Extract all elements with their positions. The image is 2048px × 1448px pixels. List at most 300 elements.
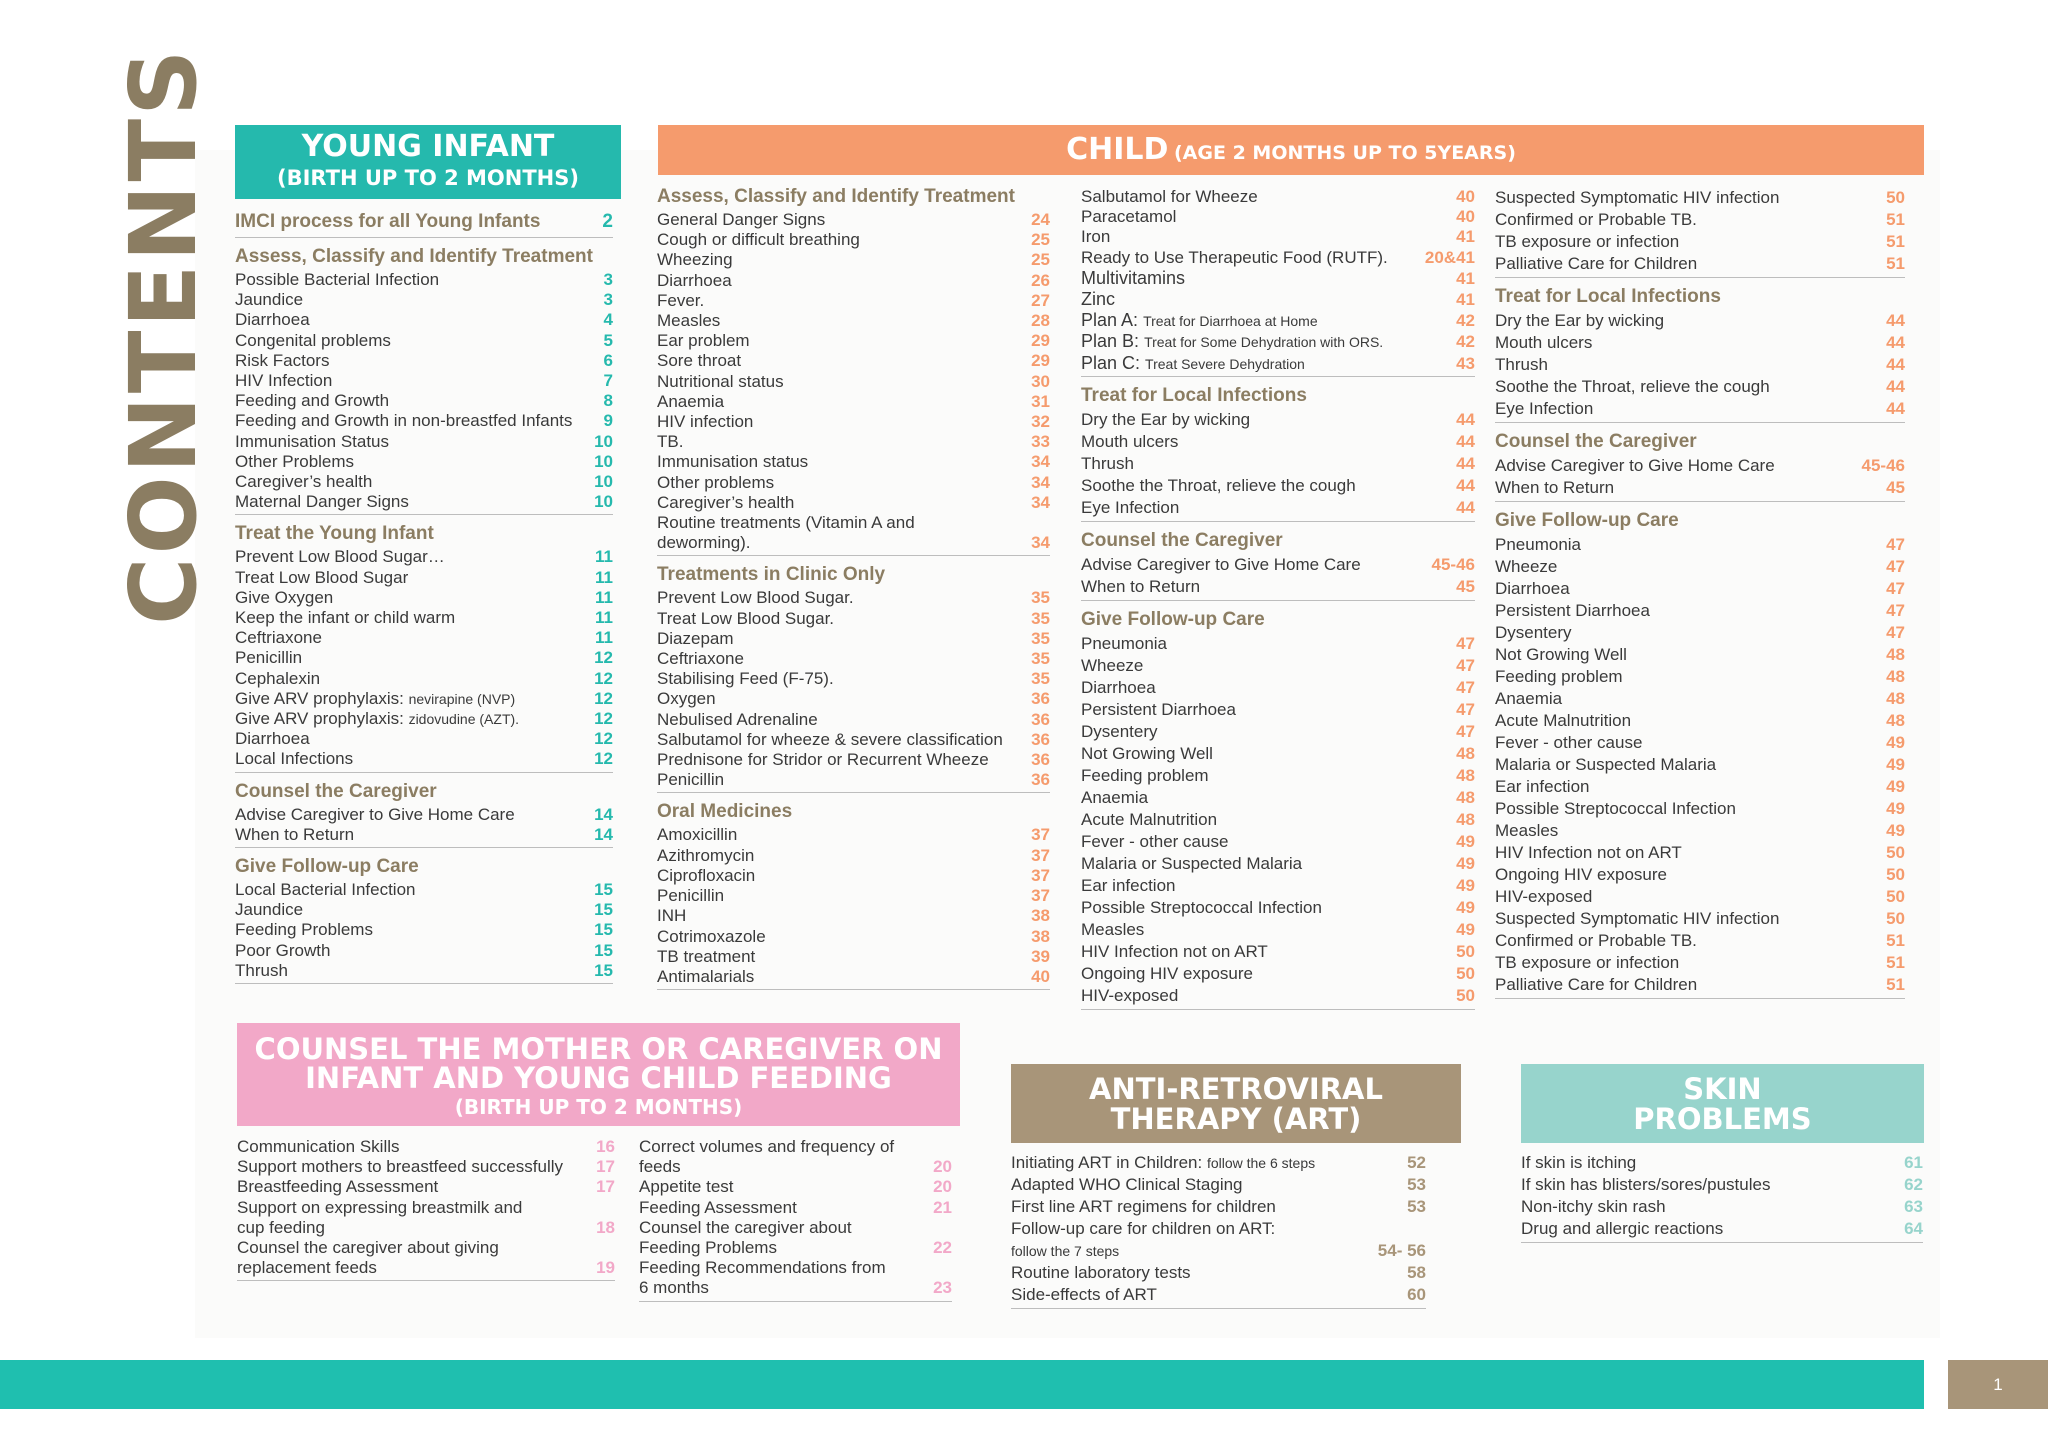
entry-page-number: 15 xyxy=(594,900,613,920)
entry-page-number: 49 xyxy=(1886,733,1905,752)
entry-page-number: 42 xyxy=(1456,332,1475,352)
entry-page-number: 35 xyxy=(1031,588,1050,608)
entry-label-text: Treat Low Blood Sugar xyxy=(235,567,409,587)
section-heading: Oral Medicines xyxy=(657,801,793,823)
entry-label xyxy=(1011,1218,1275,1240)
entry-page-number: 28 xyxy=(1031,311,1050,331)
entry-label xyxy=(235,628,322,648)
contents-entry xyxy=(639,1258,952,1278)
entry-label xyxy=(1011,1284,1157,1306)
entry-page-number: 15 xyxy=(594,880,613,900)
entry-label xyxy=(235,669,320,689)
entry-label xyxy=(1011,1240,1119,1262)
entry-label-text: Ready to Use Therapeutic Food (RUTF). xyxy=(1081,247,1388,267)
entry-page-number: 47 xyxy=(1456,633,1475,653)
entry-label xyxy=(657,311,720,331)
contents-entry xyxy=(1081,699,1475,721)
entry-label xyxy=(1081,353,1305,374)
contents-entry xyxy=(235,331,613,351)
contents-entry xyxy=(237,1157,615,1177)
entry-label-text: INH xyxy=(657,906,687,926)
entry-label-text: Stabilising Feed (F-75). xyxy=(657,669,834,689)
entry-label xyxy=(237,1218,325,1238)
entry-label-text: Feeding problem xyxy=(1081,765,1209,785)
entry-label-text: Penicillin xyxy=(235,648,303,668)
entry-label xyxy=(235,391,389,411)
entry-page-number: 9 xyxy=(603,411,613,431)
contents-section xyxy=(235,854,613,984)
contents-entry xyxy=(657,533,1050,553)
entry-page-number: 49 xyxy=(1886,799,1905,818)
entry-label xyxy=(1081,431,1178,453)
imci-entry xyxy=(235,209,613,238)
entry-label-text: Nutritional status xyxy=(657,371,784,391)
entry-label-text: Feeding Recommendations from xyxy=(639,1258,886,1278)
entry-label-text: Acute Malnutrition xyxy=(1081,809,1218,829)
entry-label xyxy=(1495,310,1664,332)
child-header xyxy=(658,125,1924,175)
entry-label-text: Caregiver’s health xyxy=(235,472,373,492)
contents-entry xyxy=(639,1238,952,1258)
entry-page-number: 41 xyxy=(1456,268,1475,288)
entry-label-text: Breastfeeding Assessment xyxy=(237,1177,439,1197)
entry-label-text: deworming). xyxy=(657,533,751,553)
contents-entry xyxy=(1081,248,1475,268)
contents-entry xyxy=(657,866,1050,886)
entry-label-text: Feeding Problems xyxy=(235,920,373,940)
section-heading: Assess, Classify and Identify Treatment xyxy=(235,246,593,267)
entry-label xyxy=(657,473,774,493)
entry-label xyxy=(235,825,354,845)
entry-page-number: 12 xyxy=(594,668,613,688)
entry-label-text: Diarrhoea xyxy=(657,270,732,290)
contents-entry xyxy=(1495,187,1905,209)
entry-label-text: Wheezing xyxy=(657,250,733,270)
entry-page-number: 12 xyxy=(594,749,613,769)
entry-label-text: HIV Infection xyxy=(235,371,333,391)
entry-page-number: 45 xyxy=(1886,478,1905,497)
entry-label xyxy=(1081,655,1143,677)
contents-entry xyxy=(1495,209,1905,231)
entry-label xyxy=(237,1198,522,1218)
entry-label xyxy=(657,513,915,533)
entry-page-number: 35 xyxy=(1031,608,1050,628)
entry-label-text: Zinc xyxy=(1081,289,1116,310)
entry-label-text: Dry the Ear by wicking xyxy=(1495,311,1665,330)
entry-label xyxy=(1011,1152,1315,1174)
entry-label-text: HIV Infection not on ART xyxy=(1081,941,1268,961)
entry-label xyxy=(1495,886,1592,908)
contents-entry xyxy=(657,730,1050,750)
entry-label xyxy=(1081,310,1318,331)
entry-page-number: 33 xyxy=(1031,432,1050,452)
entry-label-text: Support on expressing breastmilk and xyxy=(237,1197,523,1217)
section-heading: Counsel the Caregiver xyxy=(1081,529,1283,551)
contents-entry xyxy=(657,825,1050,845)
entry-page-number: 19 xyxy=(596,1258,615,1278)
contents-entry xyxy=(1011,1262,1426,1284)
contents-entry xyxy=(235,941,613,961)
entry-label xyxy=(235,729,310,749)
entry-label-text: General Danger Signs xyxy=(657,210,826,229)
entry-label xyxy=(657,351,741,371)
contents-entry xyxy=(1521,1174,1923,1196)
entry-page-number: 51 xyxy=(1886,254,1905,273)
contents-entry xyxy=(657,210,1050,230)
entry-page-number: 49 xyxy=(1886,821,1905,840)
entry-label-text: Amoxicillin xyxy=(657,825,738,845)
contents-entry xyxy=(235,729,613,749)
entry-page-number: 11 xyxy=(595,628,613,648)
entry-label xyxy=(657,629,734,649)
contents-entry xyxy=(1521,1218,1923,1240)
entry-page-number: 45 xyxy=(1456,576,1475,596)
entry-page-number: 50 xyxy=(1886,909,1905,928)
entry-label-text: Support mothers to breastfeed successfully xyxy=(237,1157,563,1177)
entry-label-text: Adapted WHO Clinical Staging xyxy=(1011,1175,1243,1194)
entry-label xyxy=(1081,289,1115,309)
contents-entry xyxy=(235,648,613,668)
entry-label xyxy=(1495,974,1697,996)
entry-page-number: 40 xyxy=(1031,966,1050,986)
entry-page-number: 48 xyxy=(1886,645,1905,664)
contents-entry xyxy=(1495,600,1905,622)
contents-entry xyxy=(235,391,613,411)
entry-label xyxy=(1495,332,1592,354)
entry-label xyxy=(1081,633,1167,655)
entry-page-number: 60 xyxy=(1407,1285,1426,1304)
entry-label-text: Communication Skills xyxy=(237,1137,400,1156)
entry-page-number: 14 xyxy=(594,824,613,844)
entry-label xyxy=(1081,875,1176,897)
contents-entry xyxy=(657,250,1050,270)
entry-label xyxy=(1521,1174,1770,1196)
entry-page-number: 15 xyxy=(594,960,613,980)
entry-label xyxy=(657,331,750,351)
skin-contents-list xyxy=(1521,1152,1923,1243)
entry-label-text: Follow-up care for children on ART: xyxy=(1011,1219,1276,1238)
entry-label-text: Feeding and Growth in non-breastfed Infants xyxy=(235,411,573,431)
entry-label xyxy=(1495,354,1548,376)
entry-label-text: Immunisation Status xyxy=(235,431,390,451)
entry-label xyxy=(1081,576,1200,598)
entry-label xyxy=(235,411,572,431)
entry-label-text: Cephalexin xyxy=(235,668,321,688)
contents-entry xyxy=(1081,497,1475,519)
entry-label-text: feeds xyxy=(639,1157,681,1177)
entry-label-text: Give ARV prophylaxis: xyxy=(235,709,404,729)
contents-entry xyxy=(657,846,1050,866)
counsel-feeding-subtitle: (BIRTH UP TO 2 MONTHS) xyxy=(454,1095,743,1119)
entry-label xyxy=(1495,842,1682,864)
contents-entry xyxy=(1495,253,1905,275)
entry-page-number: 48 xyxy=(1456,809,1475,829)
entry-label xyxy=(657,967,754,987)
art-contents-list xyxy=(1011,1152,1426,1309)
entry-page-number: 50 xyxy=(1456,985,1475,1005)
entry-page-number: 34 xyxy=(1031,472,1050,492)
entry-label-text: Feeding and Growth xyxy=(235,391,390,411)
contents-entry xyxy=(1081,453,1475,475)
entry-label-text: Other Problems xyxy=(235,451,355,471)
contents-entry xyxy=(1081,207,1475,227)
young-infant-title: YOUNG INFANT xyxy=(301,129,555,164)
entry-label xyxy=(657,250,733,270)
contents-entry xyxy=(235,371,613,391)
entry-page-number: 49 xyxy=(1456,853,1475,873)
contents-entry xyxy=(1521,1152,1923,1174)
contents-entry xyxy=(639,1198,952,1218)
entry-label-detail: nevirapine (NVP) xyxy=(408,690,516,707)
entry-label xyxy=(1081,331,1383,352)
entry-label xyxy=(1495,820,1558,842)
entry-label-text: Not Growing Well xyxy=(1495,645,1627,664)
entry-page-number: 41 xyxy=(1456,290,1475,310)
entry-page-number: 62 xyxy=(1904,1175,1923,1194)
entry-label-text: Appetite test xyxy=(639,1177,734,1197)
entry-label xyxy=(237,1177,438,1197)
entry-label-text: Non-itchy skin rash xyxy=(1521,1197,1666,1216)
entry-label-text: Persistent Diarrhoea xyxy=(1495,601,1650,620)
contents-entry xyxy=(1081,409,1475,431)
entry-label-text: Poor Growth xyxy=(235,940,331,960)
entry-label-text: Measles xyxy=(1495,821,1559,840)
contents-list xyxy=(1495,187,1905,278)
entry-label-text: Soothe the Throat, relieve the cough xyxy=(1081,475,1356,495)
entry-label-text: Advise Caregiver to Give Home Care xyxy=(1081,554,1361,574)
entry-label-text: Eye Infection xyxy=(1081,497,1180,517)
entry-page-number: 50 xyxy=(1456,963,1475,983)
contents-entry xyxy=(1495,477,1905,499)
entry-page-number: 29 xyxy=(1031,331,1050,351)
entry-page-number: 50 xyxy=(1886,865,1905,884)
entry-label xyxy=(657,372,784,392)
entry-page-number: 30 xyxy=(1031,371,1050,391)
entry-label-text: Not Growing Well xyxy=(1081,743,1213,763)
contents-entry xyxy=(657,271,1050,291)
entry-page-number: 23 xyxy=(933,1278,952,1298)
entry-label xyxy=(1495,209,1697,231)
entry-label-text: Give ARV prophylaxis: xyxy=(235,688,404,708)
entry-label-text: Oxygen xyxy=(657,689,716,709)
contents-entry xyxy=(235,310,613,330)
entry-page-number: 47 xyxy=(1886,535,1905,554)
entry-label xyxy=(639,1258,886,1278)
entry-label xyxy=(235,351,329,371)
entry-label xyxy=(639,1137,894,1157)
entry-label-text: When to Return xyxy=(235,824,355,844)
contents-entry xyxy=(1081,765,1475,787)
entry-label xyxy=(657,947,755,967)
entry-label-text: First line ART regimens for children xyxy=(1011,1197,1276,1216)
entry-page-number: 29 xyxy=(1031,351,1050,371)
entry-label-text: 6 months xyxy=(639,1278,709,1298)
entry-label xyxy=(1081,409,1250,431)
contents-entry xyxy=(657,967,1050,987)
contents-entry xyxy=(1081,875,1475,897)
entry-label-text: Penicillin xyxy=(657,770,725,790)
entry-label-text: Wheeze xyxy=(1081,655,1144,675)
contents-entry xyxy=(1081,227,1475,247)
contents-list xyxy=(237,1137,615,1281)
contents-entry xyxy=(639,1278,952,1298)
contents-entry xyxy=(657,473,1050,493)
entry-page-number: 44 xyxy=(1886,311,1905,330)
entry-label xyxy=(657,412,753,432)
entry-label-text: Local Bacterial Infection xyxy=(235,880,416,900)
contents-entry xyxy=(235,452,613,472)
entry-label-text: Correct volumes and frequency of xyxy=(639,1137,895,1156)
entry-page-number: 22 xyxy=(933,1238,952,1258)
entry-label xyxy=(657,230,860,250)
entry-label-text: Plan B: xyxy=(1081,331,1140,352)
entry-page-number: 5 xyxy=(603,330,613,350)
entry-page-number: 15 xyxy=(594,940,613,960)
entry-label xyxy=(235,689,515,709)
entry-label-text: cup feeding xyxy=(237,1217,325,1237)
contents-entry xyxy=(1495,666,1905,688)
contents-entry xyxy=(657,291,1050,311)
entry-label xyxy=(1081,985,1178,1007)
skin-title-line1: SKIN xyxy=(1683,1072,1762,1106)
entry-page-number: 36 xyxy=(1031,770,1050,790)
entry-label xyxy=(1495,666,1623,688)
entry-label-text: Other problems xyxy=(657,472,775,492)
entry-label xyxy=(1011,1262,1191,1284)
entry-label-detail: Treat for Diarrhoea at Home xyxy=(1143,313,1318,330)
entry-page-number: 12 xyxy=(594,729,613,749)
entry-label xyxy=(235,568,408,588)
entry-label xyxy=(657,609,834,629)
contents-entry xyxy=(1081,985,1475,1007)
entry-label-text: Possible Bacterial Infection xyxy=(235,270,440,289)
entry-page-number: 3 xyxy=(603,290,613,310)
contents-entry xyxy=(1011,1174,1426,1196)
contents-section xyxy=(1081,607,1475,1010)
entry-label-text: Diarrhoea xyxy=(235,729,310,749)
contents-entry xyxy=(657,710,1050,730)
entry-label xyxy=(1011,1174,1243,1196)
entry-label xyxy=(1495,732,1642,754)
entry-label xyxy=(1081,248,1388,268)
entry-page-number: 45-46 xyxy=(1861,456,1905,475)
contents-entry xyxy=(1011,1196,1426,1218)
entry-page-number: 25 xyxy=(1031,230,1050,250)
contents-section xyxy=(1495,508,1905,999)
contents-section xyxy=(235,521,613,772)
entry-label-text: Congenital problems xyxy=(235,330,391,350)
entry-label-text: When to Return xyxy=(1081,576,1201,596)
entry-label-text: Antimalarials xyxy=(657,966,755,986)
entry-label xyxy=(1081,853,1302,875)
entry-label-text: Eye Infection xyxy=(1495,399,1594,418)
entry-label xyxy=(235,290,303,310)
entry-label-text: Dysentery xyxy=(1081,721,1158,741)
entry-label xyxy=(1521,1196,1666,1218)
contents-entry xyxy=(235,351,613,371)
entry-page-number: 49 xyxy=(1456,875,1475,895)
entry-label-text: Prevent Low Blood Sugar. xyxy=(657,588,854,608)
entry-page-number: 12 xyxy=(594,688,613,708)
contents-entry xyxy=(1495,354,1905,376)
entry-label xyxy=(657,825,737,845)
contents-entry xyxy=(1081,787,1475,809)
entry-label xyxy=(1081,475,1356,497)
contents-entry xyxy=(235,669,613,689)
entry-label-text: Dry the Ear by wicking xyxy=(1081,409,1251,429)
section-heading: Assess, Classify and Identify Treatment xyxy=(657,186,1015,207)
contents-entry xyxy=(235,961,613,981)
entry-label-text: HIV-exposed xyxy=(1081,985,1179,1005)
contents-entry xyxy=(235,805,613,825)
section-heading: Treat for Local Infections xyxy=(1495,286,1721,307)
entry-page-number: 38 xyxy=(1031,926,1050,946)
entry-page-number: 32 xyxy=(1031,412,1050,432)
entry-page-number: 11 xyxy=(595,547,613,567)
contents-entry xyxy=(1081,919,1475,941)
entry-page-number: 20&41 xyxy=(1424,247,1475,267)
contents-entry xyxy=(1081,853,1475,875)
entry-label xyxy=(235,588,333,608)
entry-label-text: Routine treatments (Vitamin A and xyxy=(657,513,915,533)
entry-label xyxy=(657,271,732,291)
entry-label xyxy=(657,210,825,230)
entry-page-number: 52 xyxy=(1407,1153,1426,1172)
entry-label-text: Drug and allergic reactions xyxy=(1521,1219,1724,1238)
entry-label xyxy=(657,770,724,790)
contents-entry xyxy=(235,290,613,310)
entry-label xyxy=(1495,455,1775,477)
art-title-line2: THERAPY (ART) xyxy=(1110,1102,1362,1136)
entry-label-text: Caregiver’s health xyxy=(657,492,795,512)
section-heading: Treat the Young Infant xyxy=(235,523,434,545)
contents-entry xyxy=(657,689,1050,709)
entry-label-text: Iron xyxy=(1081,227,1111,247)
entry-label-text: HIV infection xyxy=(657,412,754,432)
entry-page-number: 11 xyxy=(595,587,613,607)
contents-entry xyxy=(1081,633,1475,655)
entry-page-number: 44 xyxy=(1456,475,1475,495)
entry-label-text: Ear infection xyxy=(1495,777,1590,796)
entry-label-text: Thrush xyxy=(1495,355,1548,374)
contents-entry xyxy=(1495,231,1905,253)
contents-entry xyxy=(1011,1218,1426,1240)
entry-page-number: 44 xyxy=(1456,497,1475,517)
entry-label xyxy=(1081,187,1258,207)
entry-label xyxy=(235,709,519,729)
entry-label xyxy=(639,1157,681,1177)
contents-entry xyxy=(235,608,613,628)
entry-page-number: 48 xyxy=(1456,765,1475,785)
entry-label-text: Feeding Problems xyxy=(639,1238,777,1258)
entry-label-text: If skin is itching xyxy=(1521,1153,1637,1172)
entry-page-number: 7 xyxy=(603,371,613,391)
entry-label-text: Measles xyxy=(657,311,721,331)
art-header xyxy=(1011,1064,1461,1143)
entry-label xyxy=(657,588,854,608)
entry-label xyxy=(1081,677,1156,699)
imci-page-number: 2 xyxy=(602,211,613,232)
entry-page-number: 14 xyxy=(594,804,613,824)
contents-entry xyxy=(1081,831,1475,853)
entry-label xyxy=(1081,831,1228,853)
contents-entry xyxy=(1495,776,1905,798)
entry-label xyxy=(657,649,744,669)
entry-page-number: 48 xyxy=(1456,787,1475,807)
entry-label-text: Local Infections xyxy=(235,749,354,769)
entry-page-number: 48 xyxy=(1886,689,1905,708)
contents-section xyxy=(1081,383,1475,522)
